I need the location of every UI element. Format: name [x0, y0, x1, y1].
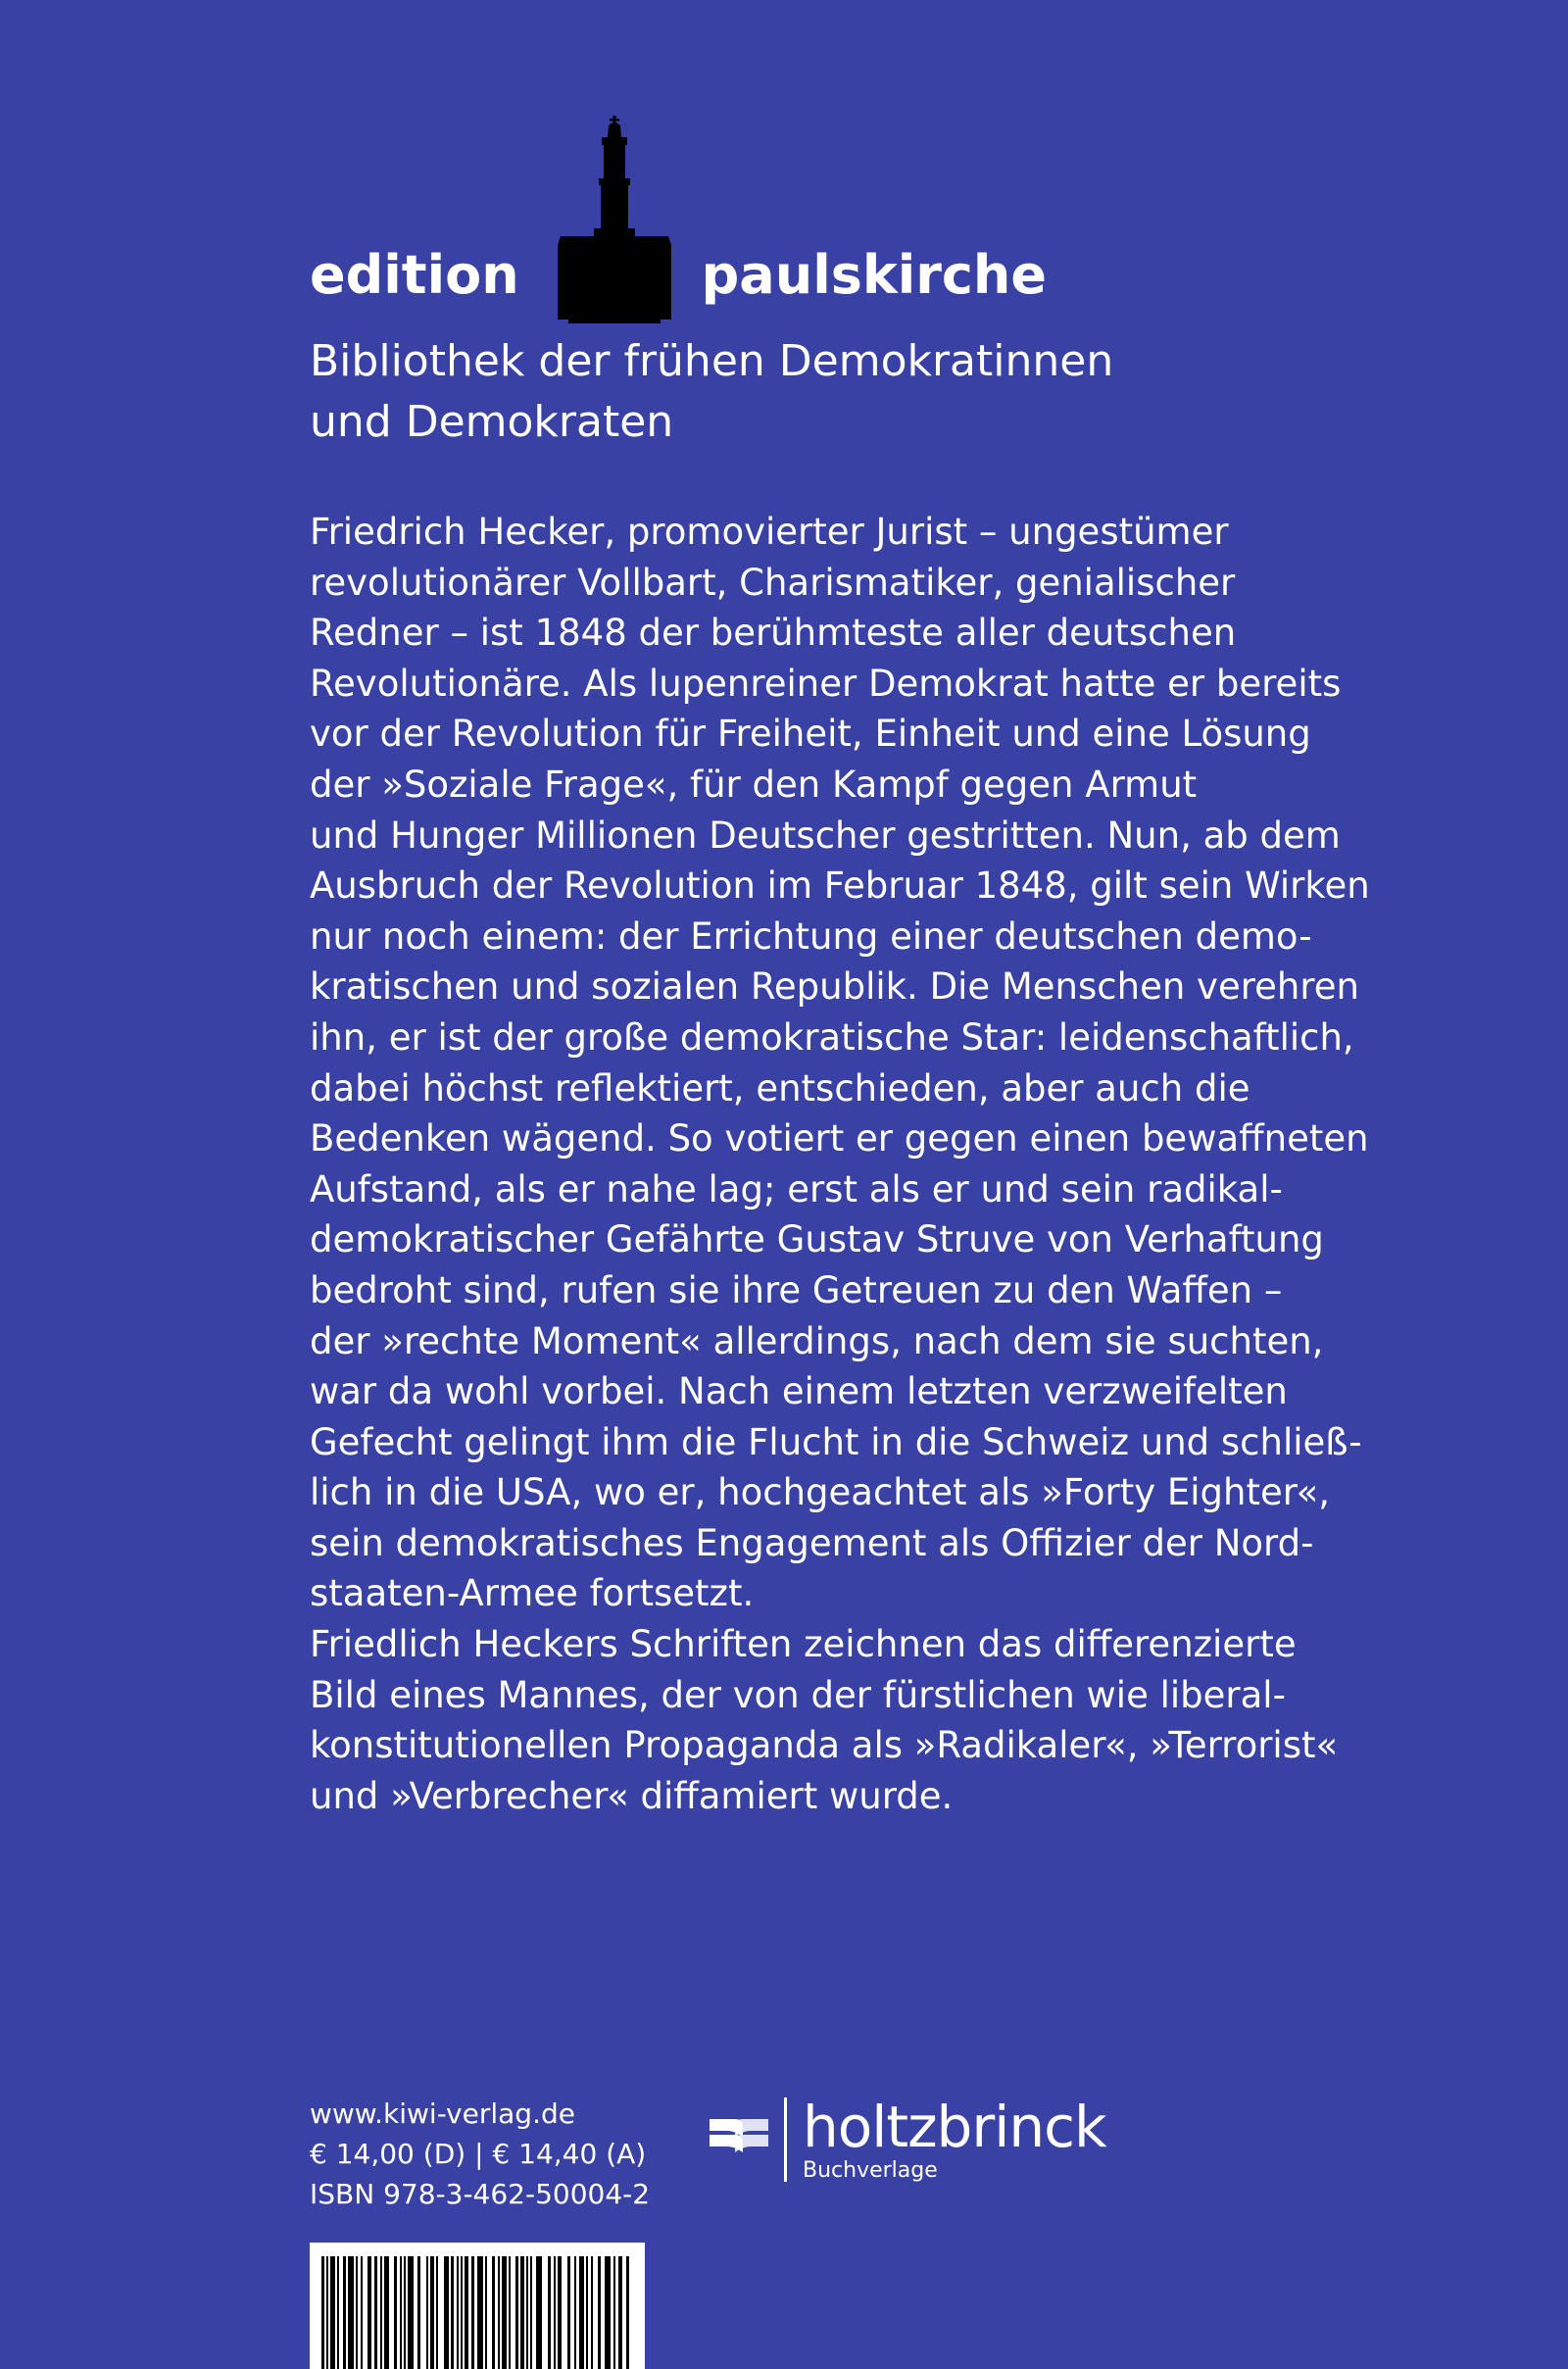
barcode-bar: [492, 2256, 495, 2369]
blurb-line: und »Verbrecher« diffamiert wurde.: [310, 1774, 954, 1817]
publisher-subline: Buchverlage: [803, 2158, 938, 2183]
brand-word-right: paulskirche: [701, 244, 1047, 306]
barcode-bar: [430, 2256, 434, 2369]
barcode-bar: [461, 2256, 463, 2369]
blurb-line: sein demokratisches Engagement als Offizier der Nord-: [310, 1521, 1314, 1564]
barcode-bar: [477, 2256, 483, 2369]
blurb-line: war da wohl vorbei. Nach einem letzten verzweifelten: [310, 1370, 1288, 1413]
publisher-logo: [706, 2094, 1106, 2184]
blurb-line: Redner – ist 1848 der berühmteste aller deutschen: [310, 612, 1237, 655]
barcode-bar: [548, 2256, 551, 2369]
blurb-line: lich in die USA, wo er, hochgeachtet als »Forty Eighter«,: [310, 1471, 1331, 1514]
barcode-bar: [586, 2256, 588, 2369]
barcode-bar: [436, 2256, 438, 2369]
series-subtitle: [310, 331, 1290, 453]
blurb-line: staaten-Armee fortsetzt.: [310, 1572, 755, 1615]
barcode-bars: [310, 2243, 645, 2369]
blurb-line: und Hunger Millionen Deutscher gestritten. Nun, ab dem: [310, 814, 1341, 857]
barcode-bar: [536, 2256, 542, 2369]
barcode-bar: [380, 2256, 382, 2369]
blurb-line: Bedenken wägend. So votiert er gegen einen bewaffneten: [310, 1117, 1369, 1160]
blurb-line: Revolutionäre. Als lupenreiner Demokrat hatte er bereits: [310, 662, 1342, 705]
barcode-bar: [384, 2256, 389, 2369]
blurb-line: ihn, er ist der große demokratische Star: leidenschaftlich,: [310, 1015, 1354, 1059]
barcode-bar: [520, 2256, 524, 2369]
barcode-bar: [457, 2256, 459, 2369]
barcode-bar: [618, 2256, 622, 2369]
barcode-bar: [343, 2256, 346, 2369]
blurb-line: der »Soziale Frage«, für den Kampf gegen Armut: [310, 763, 1198, 806]
barcode-bar: [404, 2256, 406, 2369]
blurb-line: revolutionärer Vollbart, Charismatiker, genialischer: [310, 561, 1236, 604]
imprint-block: [310, 2094, 650, 2214]
barcode-bar: [515, 2256, 518, 2369]
blurb-line: bedroht sind, rufen sie ihre Getreuen zu den Waffen –: [310, 1268, 1283, 1311]
blurb-line: dabei höchst reflektiert, entschieden, aber auch die: [310, 1066, 1250, 1110]
barcode-bar: [485, 2256, 487, 2369]
blurb-line: Aufstand, als er nahe lag; erst als er und sein radikal-: [310, 1167, 1283, 1210]
church-tower-icon: [555, 116, 674, 323]
barcode-bar: [417, 2256, 420, 2369]
publisher-name: holtzbrinck: [803, 2094, 1106, 2160]
price-line: € 14,00 (D) | € 14,40 (A): [310, 2138, 647, 2170]
barcode-bar: [526, 2256, 528, 2369]
barcode-bar: [626, 2256, 629, 2369]
barcode-bar: [321, 2256, 324, 2369]
subtitle-line: und Demokraten: [310, 397, 674, 447]
blurb-line: Friedlich Heckers Schriften zeichnen das differenzierte: [310, 1623, 1297, 1666]
barcode-bar: [498, 2256, 500, 2369]
barcode-bar: [451, 2256, 454, 2369]
blurb-text: [310, 507, 1368, 1821]
blurb-line: Ausbruch der Revolution im Februar 1848, gilt sein Wirken: [310, 864, 1370, 908]
barcode-bar: [574, 2256, 576, 2369]
barcode-bar: [613, 2256, 615, 2369]
blurb-line: konstitutionellen Propaganda als »Radikaler«, »Terrorist«: [310, 1724, 1339, 1767]
blurb-line: Bild eines Mannes, der von der fürstlichen wie liberal-: [310, 1673, 1286, 1716]
barcode-bar: [326, 2256, 328, 2369]
blurb-line: der »rechte Moment« allerdings, nach dem sie suchten,: [310, 1319, 1324, 1362]
blurb-line: demokratischer Gefährte Gustav Struve von Verhaftung: [310, 1218, 1324, 1261]
barcode-bar: [408, 2256, 414, 2369]
barcode-bar: [394, 2256, 397, 2369]
barcode-bar: [530, 2256, 532, 2369]
blurb-line: Gefecht gelingt ihm die Flucht in die Schweiz und schließ-: [310, 1420, 1362, 1463]
holtzbrinck-logo-icon: [706, 2117, 772, 2162]
barcode-bar: [598, 2256, 601, 2369]
barcode-bar: [400, 2256, 402, 2369]
barcode-bar: [444, 2256, 449, 2369]
barcode-bar: [579, 2256, 584, 2369]
barcode-bar: [605, 2256, 611, 2369]
barcode-bar: [368, 2256, 371, 2369]
barcode-bar: [374, 2256, 377, 2369]
blurb-line: vor der Revolution für Freiheit, Einheit und eine Lösung: [310, 713, 1311, 756]
blurb-line: nur noch einem: der Errichtung einer deutschen demo-: [310, 914, 1312, 958]
isbn-barcode: [310, 2243, 645, 2369]
barcode-bar: [502, 2256, 507, 2369]
barcode-bar: [337, 2256, 339, 2369]
barcode-bar: [558, 2256, 562, 2369]
barcode-bar: [567, 2256, 570, 2369]
barcode-bar: [554, 2256, 556, 2369]
barcode-bar: [356, 2256, 358, 2369]
barcode-bar: [330, 2256, 335, 2369]
barcode-bar: [426, 2256, 428, 2369]
website-link[interactable]: www.kiwi-verlag.de: [310, 2098, 575, 2130]
series-header: [310, 116, 1047, 323]
barcode-bar: [465, 2256, 468, 2369]
barcode-bar: [348, 2256, 354, 2369]
barcode-bar: [509, 2256, 511, 2369]
brand-word-left: edition: [310, 244, 519, 306]
publisher-divider: [784, 2098, 787, 2182]
blurb-line: Friedrich Hecker, promovierter Jurist – ungestümer: [310, 511, 1229, 553]
barcode-bar: [471, 2256, 474, 2369]
subtitle-line: Bibliothek der frühen Demokratinnen: [310, 336, 1114, 386]
barcode-bar: [361, 2256, 363, 2369]
isbn-line: ISBN 978-3-462-50004-2: [310, 2178, 651, 2210]
barcode-bar: [591, 2256, 593, 2369]
blurb-line: kratischen und sozialen Republik. Die Menschen verehren: [310, 965, 1359, 1009]
